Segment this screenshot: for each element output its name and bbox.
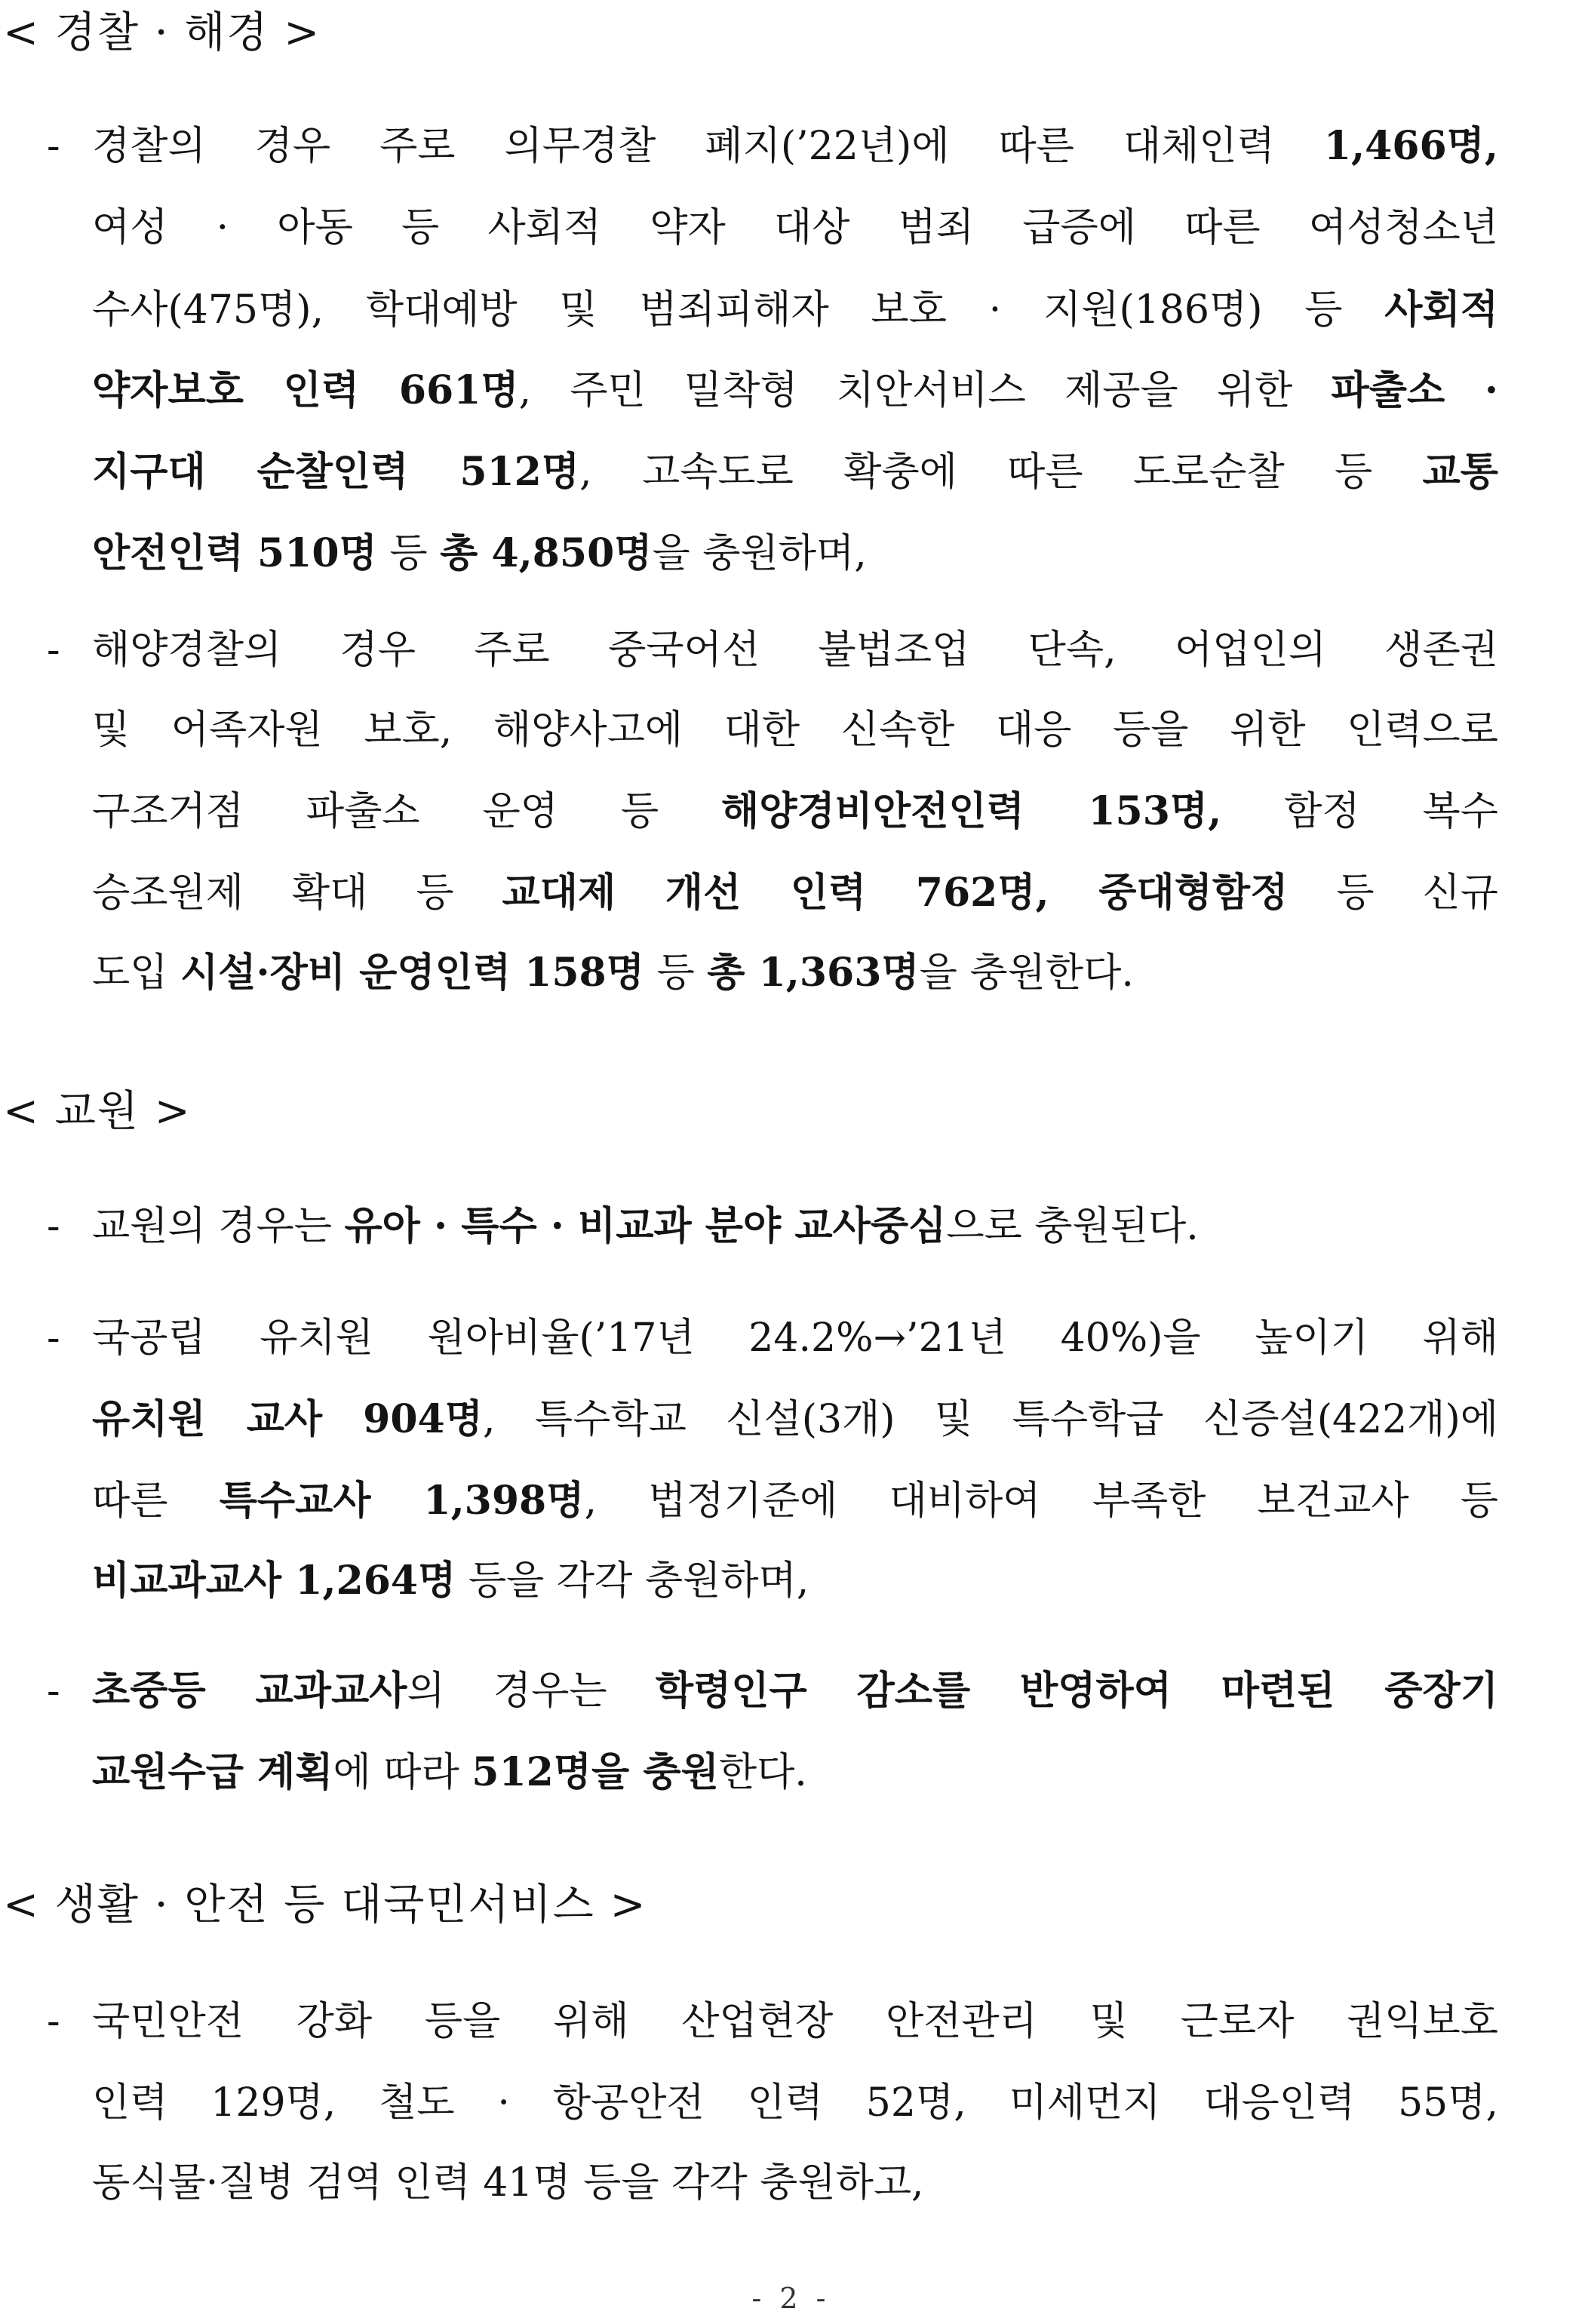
text: , 특수학교 신설(3개) 및 특수학급 신증설(422개)에 [482, 1397, 1498, 1442]
text: , 법정기준에 대비하여 부족한 보건교사 등 [584, 1478, 1498, 1524]
paragraph-line [92, 1994, 1498, 2049]
text: , 고속도로 확충에 따른 도로순찰 등 [579, 450, 1423, 495]
paragraph-line [92, 1474, 1498, 1528]
text: 의 경우는 [407, 1669, 656, 1714]
paragraph-line [92, 784, 1498, 839]
text: 으로 충원된다. [946, 1204, 1199, 1249]
bullet-dash: - [47, 124, 60, 169]
paragraph-line [92, 703, 1498, 757]
text: 국민안전 강화 등을 위해 산업현장 안전관리 및 근로자 권익보호 [92, 1999, 1498, 2044]
bold-text: 특수교사 1,398명 [219, 1478, 585, 1524]
text: 등을 각각 충원하며, [456, 1558, 809, 1604]
bullet-dash: - [47, 1669, 60, 1714]
bold-text: 초중등 교과교사 [92, 1668, 407, 1714]
bold-text: 유아 · 특수 · 비교과 분야 교사중심 [344, 1203, 947, 1249]
bold-text: 안전인력 510명 [92, 530, 377, 576]
section-heading: < 교원 > [3, 1087, 192, 1136]
text: 함정 복수 [1221, 789, 1498, 834]
text: 을 충원하며, [652, 531, 867, 576]
bold-text: 총 4,850명 [440, 530, 653, 576]
paragraph-line [92, 201, 1498, 255]
text: 한다. [718, 1750, 807, 1795]
paragraph-line [92, 2156, 1498, 2210]
paragraph-line [92, 119, 1498, 173]
page-number: - 2 - [751, 2282, 831, 2315]
paragraph-line [92, 1392, 1498, 1447]
bold-text: 해양경비안전인력 153명, [720, 788, 1222, 834]
bold-text: 지구대 순찰인력 512명 [92, 449, 580, 495]
text: 국공립 유치원 원아비율(’17년 24.2%→’21년 40%)을 높이기 위해 [92, 1316, 1498, 1361]
bold-text: 1,466명, [1323, 123, 1498, 169]
bullet-dash: - [47, 628, 60, 673]
section-heading: < 생활 · 안전 등 대국민서비스 > [3, 1880, 647, 1930]
text: 여성 · 아동 등 사회적 약자 대상 범죄 급증에 따른 여성청소년 [92, 205, 1498, 250]
text: 등 [644, 950, 708, 996]
bold-text: 약자보호 인력 661명 [92, 367, 519, 413]
paragraph-line [92, 866, 1498, 920]
bullet-dash: - [47, 1204, 60, 1249]
bold-text: 총 1,363명 [707, 950, 920, 996]
bold-text: 교원수급 계획 [92, 1749, 333, 1795]
paragraph-line [92, 2076, 1498, 2130]
text: 교원의 경우는 [92, 1204, 345, 1249]
text: 도입 [92, 950, 180, 996]
bold-text: 교통 [1422, 449, 1498, 495]
bullet-dash: - [47, 1999, 60, 2044]
paragraph-line [92, 527, 1498, 581]
text: 인력 129명, 철도 · 항공안전 인력 52명, 미세먼지 대응인력 55명, [92, 2080, 1498, 2126]
paragraph-line [92, 283, 1498, 337]
text: 따른 [92, 1478, 220, 1524]
text: 승조원제 확대 등 [92, 870, 502, 916]
paragraph-line [92, 1745, 1498, 1800]
text: 등 [376, 531, 441, 576]
text: 구조거점 파출소 운영 등 [92, 789, 721, 834]
paragraph-line [92, 623, 1498, 677]
paragraph-line [92, 1664, 1498, 1718]
bold-text: 비교과교사 1,264명 [92, 1558, 456, 1604]
text: 경찰의 경우 주로 의무경찰 폐지(’22년)에 따른 대체인력 [92, 124, 1324, 169]
paragraph-line [92, 1311, 1498, 1365]
paragraph-line [92, 364, 1498, 418]
paragraph-line [92, 1554, 1498, 1608]
paragraph-line [92, 946, 1498, 1000]
bold-text: 학령인구 감소를 반영하여 마련된 중장기 [655, 1668, 1498, 1714]
bold-text: 사회적 [1384, 287, 1498, 333]
text: 을 충원한다. [919, 950, 1134, 996]
text: 등 신규 [1288, 870, 1498, 916]
text: 에 따라 [333, 1750, 472, 1795]
paragraph-line [92, 1199, 1498, 1254]
bullet-dash: - [47, 1316, 60, 1361]
bold-text: 파출소 · [1331, 367, 1498, 413]
text: 수사(475명), 학대예방 및 범죄피해자 보호 · 지원(186명) 등 [92, 287, 1385, 333]
bold-text: 시설·장비 운영인력 158명 [180, 950, 644, 996]
paragraph-line [92, 445, 1498, 499]
text: 및 어족자원 보호, 해양사고에 대한 신속한 대응 등을 위한 인력으로 [92, 708, 1498, 753]
text: , 주민 밀착형 치안서비스 제공을 위한 [518, 368, 1332, 413]
section-heading: < 경찰 · 해경 > [3, 8, 321, 57]
text: 해양경찰의 경우 주로 중국어선 불법조업 단속, 어업인의 생존권 [92, 628, 1498, 673]
bold-text: 유치원 교사 904명 [92, 1396, 483, 1442]
text: 동식물·질병 검역 인력 41명 등을 각각 충원하고, [92, 2160, 924, 2206]
bold-text: 512명을 충원 [472, 1749, 719, 1795]
bold-text: 교대제 개선 인력 762명, 중대형함정 [502, 870, 1289, 916]
